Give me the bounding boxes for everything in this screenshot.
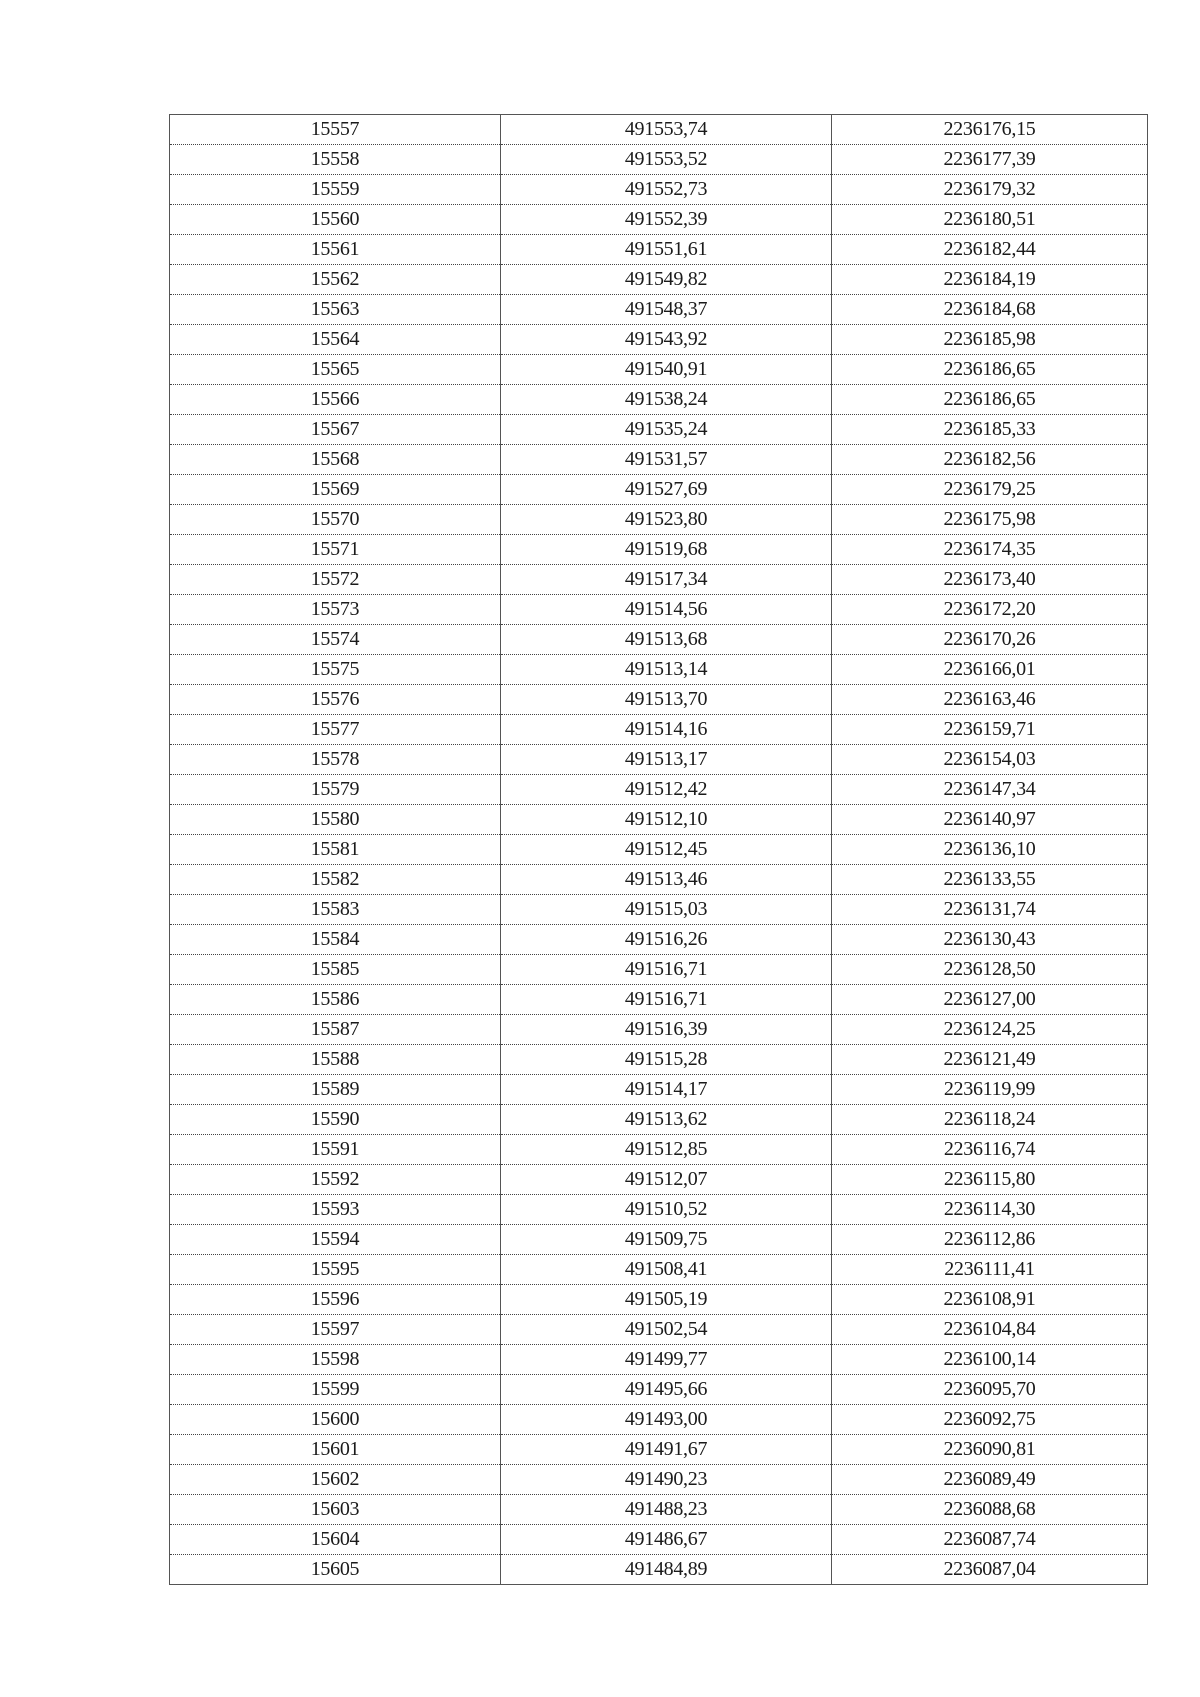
- x-coordinate-cell: 491512,42: [501, 775, 832, 805]
- point-number-cell: 15602: [170, 1465, 501, 1495]
- x-coordinate-cell: 491512,85: [501, 1135, 832, 1165]
- point-number-cell: 15577: [170, 715, 501, 745]
- point-number-cell: 15604: [170, 1525, 501, 1555]
- x-coordinate-cell: 491509,75: [501, 1225, 832, 1255]
- y-coordinate-cell: 2236163,46: [832, 685, 1148, 715]
- x-coordinate-cell: 491553,52: [501, 145, 832, 175]
- y-coordinate-cell: 2236182,44: [832, 235, 1148, 265]
- y-coordinate-cell: 2236186,65: [832, 385, 1148, 415]
- y-coordinate-cell: 2236173,40: [832, 565, 1148, 595]
- x-coordinate-cell: 491523,80: [501, 505, 832, 535]
- y-coordinate-cell: 2236166,01: [832, 655, 1148, 685]
- point-number-cell: 15574: [170, 625, 501, 655]
- table-row: [170, 775, 1148, 805]
- table-row: [170, 175, 1148, 205]
- x-coordinate-cell: 491502,54: [501, 1315, 832, 1345]
- x-coordinate-cell: 491513,70: [501, 685, 832, 715]
- y-coordinate-cell: 2236176,15: [832, 115, 1148, 145]
- x-coordinate-cell: 491553,74: [501, 115, 832, 145]
- point-number-cell: 15582: [170, 865, 501, 895]
- table-row: [170, 1165, 1148, 1195]
- x-coordinate-cell: 491513,62: [501, 1105, 832, 1135]
- point-number-cell: 15600: [170, 1405, 501, 1435]
- x-coordinate-cell: 491491,67: [501, 1435, 832, 1465]
- y-coordinate-cell: 2236179,32: [832, 175, 1148, 205]
- x-coordinate-cell: 491505,19: [501, 1285, 832, 1315]
- point-number-cell: 15579: [170, 775, 501, 805]
- point-number-cell: 15588: [170, 1045, 501, 1075]
- point-number-cell: 15570: [170, 505, 501, 535]
- point-number-cell: 15596: [170, 1285, 501, 1315]
- table-row: [170, 1285, 1148, 1315]
- table-row: [170, 325, 1148, 355]
- y-coordinate-cell: 2236170,26: [832, 625, 1148, 655]
- point-number-cell: 15563: [170, 295, 501, 325]
- table-row: [170, 1555, 1148, 1585]
- table-row: [170, 1405, 1148, 1435]
- table-row: [170, 955, 1148, 985]
- point-number-cell: 15559: [170, 175, 501, 205]
- point-number-cell: 15569: [170, 475, 501, 505]
- y-coordinate-cell: 2236112,86: [832, 1225, 1148, 1255]
- x-coordinate-cell: 491538,24: [501, 385, 832, 415]
- point-number-cell: 15572: [170, 565, 501, 595]
- y-coordinate-cell: 2236127,00: [832, 985, 1148, 1015]
- point-number-cell: 15594: [170, 1225, 501, 1255]
- point-number-cell: 15571: [170, 535, 501, 565]
- y-coordinate-cell: 2236133,55: [832, 865, 1148, 895]
- table-row: [170, 1495, 1148, 1525]
- y-coordinate-cell: 2236180,51: [832, 205, 1148, 235]
- table-row: [170, 1135, 1148, 1165]
- point-number-cell: 15561: [170, 235, 501, 265]
- y-coordinate-cell: 2236185,33: [832, 415, 1148, 445]
- y-coordinate-cell: 2236186,65: [832, 355, 1148, 385]
- y-coordinate-cell: 2236111,41: [832, 1255, 1148, 1285]
- table-row: [170, 1255, 1148, 1285]
- table-row: [170, 1015, 1148, 1045]
- y-coordinate-cell: 2236090,81: [832, 1435, 1148, 1465]
- x-coordinate-cell: 491499,77: [501, 1345, 832, 1375]
- table-row: [170, 145, 1148, 175]
- y-coordinate-cell: 2236115,80: [832, 1165, 1148, 1195]
- point-number-cell: 15595: [170, 1255, 501, 1285]
- table-row: [170, 655, 1148, 685]
- point-number-cell: 15565: [170, 355, 501, 385]
- table-row: [170, 925, 1148, 955]
- x-coordinate-cell: 491486,67: [501, 1525, 832, 1555]
- point-number-cell: 15567: [170, 415, 501, 445]
- table-row: [170, 295, 1148, 325]
- y-coordinate-cell: 2236159,71: [832, 715, 1148, 745]
- x-coordinate-cell: 491551,61: [501, 235, 832, 265]
- y-coordinate-cell: 2236092,75: [832, 1405, 1148, 1435]
- point-number-cell: 15562: [170, 265, 501, 295]
- table-row: [170, 385, 1148, 415]
- coordinates-table: [169, 114, 1148, 1585]
- point-number-cell: 15592: [170, 1165, 501, 1195]
- y-coordinate-cell: 2236121,49: [832, 1045, 1148, 1075]
- table-row: [170, 745, 1148, 775]
- x-coordinate-cell: 491513,17: [501, 745, 832, 775]
- table-row: [170, 1315, 1148, 1345]
- table-row: [170, 115, 1148, 145]
- y-coordinate-cell: 2236128,50: [832, 955, 1148, 985]
- x-coordinate-cell: 491512,07: [501, 1165, 832, 1195]
- x-coordinate-cell: 491510,52: [501, 1195, 832, 1225]
- table-row: [170, 205, 1148, 235]
- y-coordinate-cell: 2236108,91: [832, 1285, 1148, 1315]
- y-coordinate-cell: 2236130,43: [832, 925, 1148, 955]
- point-number-cell: 15597: [170, 1315, 501, 1345]
- point-number-cell: 15587: [170, 1015, 501, 1045]
- table-row: [170, 805, 1148, 835]
- y-coordinate-cell: 2236182,56: [832, 445, 1148, 475]
- table-row: [170, 1435, 1148, 1465]
- table-row: [170, 565, 1148, 595]
- y-coordinate-cell: 2236177,39: [832, 145, 1148, 175]
- x-coordinate-cell: 491513,46: [501, 865, 832, 895]
- x-coordinate-cell: 491516,71: [501, 955, 832, 985]
- y-coordinate-cell: 2236147,34: [832, 775, 1148, 805]
- x-coordinate-cell: 491515,03: [501, 895, 832, 925]
- table-row: [170, 835, 1148, 865]
- x-coordinate-cell: 491548,37: [501, 295, 832, 325]
- x-coordinate-cell: 491514,16: [501, 715, 832, 745]
- x-coordinate-cell: 491508,41: [501, 1255, 832, 1285]
- table-row: [170, 1105, 1148, 1135]
- point-number-cell: 15598: [170, 1345, 501, 1375]
- point-number-cell: 15605: [170, 1555, 501, 1585]
- point-number-cell: 15568: [170, 445, 501, 475]
- point-number-cell: 15573: [170, 595, 501, 625]
- x-coordinate-cell: 491552,39: [501, 205, 832, 235]
- point-number-cell: 15584: [170, 925, 501, 955]
- table-row: [170, 1345, 1148, 1375]
- point-number-cell: 15564: [170, 325, 501, 355]
- x-coordinate-cell: 491513,14: [501, 655, 832, 685]
- y-coordinate-cell: 2236087,74: [832, 1525, 1148, 1555]
- x-coordinate-cell: 491517,34: [501, 565, 832, 595]
- y-coordinate-cell: 2236179,25: [832, 475, 1148, 505]
- table-row: [170, 265, 1148, 295]
- x-coordinate-cell: 491512,10: [501, 805, 832, 835]
- x-coordinate-cell: 491531,57: [501, 445, 832, 475]
- table-row: [170, 355, 1148, 385]
- point-number-cell: 15599: [170, 1375, 501, 1405]
- point-number-cell: 15585: [170, 955, 501, 985]
- table-row: [170, 1045, 1148, 1075]
- x-coordinate-cell: 491540,91: [501, 355, 832, 385]
- point-number-cell: 15601: [170, 1435, 501, 1465]
- table-row: [170, 685, 1148, 715]
- x-coordinate-cell: 491549,82: [501, 265, 832, 295]
- table-row: [170, 865, 1148, 895]
- x-coordinate-cell: 491484,89: [501, 1555, 832, 1585]
- x-coordinate-cell: 491490,23: [501, 1465, 832, 1495]
- point-number-cell: 15589: [170, 1075, 501, 1105]
- x-coordinate-cell: 491543,92: [501, 325, 832, 355]
- table-row: [170, 1075, 1148, 1105]
- point-number-cell: 15581: [170, 835, 501, 865]
- y-coordinate-cell: 2236088,68: [832, 1495, 1148, 1525]
- x-coordinate-cell: 491515,28: [501, 1045, 832, 1075]
- table-row: [170, 415, 1148, 445]
- y-coordinate-cell: 2236119,99: [832, 1075, 1148, 1105]
- point-number-cell: 15586: [170, 985, 501, 1015]
- table-row: [170, 1195, 1148, 1225]
- table-row: [170, 445, 1148, 475]
- y-coordinate-cell: 2236154,03: [832, 745, 1148, 775]
- y-coordinate-cell: 2236184,68: [832, 295, 1148, 325]
- coordinates-table-body: [170, 115, 1148, 1585]
- y-coordinate-cell: 2236184,19: [832, 265, 1148, 295]
- table-row: [170, 1525, 1148, 1555]
- x-coordinate-cell: 491512,45: [501, 835, 832, 865]
- x-coordinate-cell: 491493,00: [501, 1405, 832, 1435]
- point-number-cell: 15575: [170, 655, 501, 685]
- table-row: [170, 475, 1148, 505]
- point-number-cell: 15576: [170, 685, 501, 715]
- point-number-cell: 15557: [170, 115, 501, 145]
- y-coordinate-cell: 2236185,98: [832, 325, 1148, 355]
- y-coordinate-cell: 2236118,24: [832, 1105, 1148, 1135]
- y-coordinate-cell: 2236114,30: [832, 1195, 1148, 1225]
- y-coordinate-cell: 2236087,04: [832, 1555, 1148, 1585]
- table-row: [170, 535, 1148, 565]
- point-number-cell: 15558: [170, 145, 501, 175]
- y-coordinate-cell: 2236116,74: [832, 1135, 1148, 1165]
- table-row: [170, 1225, 1148, 1255]
- point-number-cell: 15560: [170, 205, 501, 235]
- point-number-cell: 15591: [170, 1135, 501, 1165]
- y-coordinate-cell: 2236100,14: [832, 1345, 1148, 1375]
- x-coordinate-cell: 491516,39: [501, 1015, 832, 1045]
- table-row: [170, 895, 1148, 925]
- point-number-cell: 15578: [170, 745, 501, 775]
- y-coordinate-cell: 2236131,74: [832, 895, 1148, 925]
- y-coordinate-cell: 2236172,20: [832, 595, 1148, 625]
- point-number-cell: 15603: [170, 1495, 501, 1525]
- x-coordinate-cell: 491488,23: [501, 1495, 832, 1525]
- x-coordinate-cell: 491514,56: [501, 595, 832, 625]
- y-coordinate-cell: 2236140,97: [832, 805, 1148, 835]
- y-coordinate-cell: 2236175,98: [832, 505, 1148, 535]
- table-row: [170, 505, 1148, 535]
- point-number-cell: 15590: [170, 1105, 501, 1135]
- y-coordinate-cell: 2236136,10: [832, 835, 1148, 865]
- table-row: [170, 1465, 1148, 1495]
- point-number-cell: 15580: [170, 805, 501, 835]
- x-coordinate-cell: 491514,17: [501, 1075, 832, 1105]
- y-coordinate-cell: 2236124,25: [832, 1015, 1148, 1045]
- y-coordinate-cell: 2236095,70: [832, 1375, 1148, 1405]
- y-coordinate-cell: 2236104,84: [832, 1315, 1148, 1345]
- x-coordinate-cell: 491516,26: [501, 925, 832, 955]
- table-row: [170, 985, 1148, 1015]
- table-row: [170, 595, 1148, 625]
- point-number-cell: 15583: [170, 895, 501, 925]
- x-coordinate-cell: 491552,73: [501, 175, 832, 205]
- x-coordinate-cell: 491495,66: [501, 1375, 832, 1405]
- table-row: [170, 625, 1148, 655]
- table-row: [170, 1375, 1148, 1405]
- x-coordinate-cell: 491527,69: [501, 475, 832, 505]
- point-number-cell: 15593: [170, 1195, 501, 1225]
- x-coordinate-cell: 491535,24: [501, 415, 832, 445]
- x-coordinate-cell: 491513,68: [501, 625, 832, 655]
- x-coordinate-cell: 491519,68: [501, 535, 832, 565]
- y-coordinate-cell: 2236089,49: [832, 1465, 1148, 1495]
- point-number-cell: 15566: [170, 385, 501, 415]
- y-coordinate-cell: 2236174,35: [832, 535, 1148, 565]
- x-coordinate-cell: 491516,71: [501, 985, 832, 1015]
- table-row: [170, 235, 1148, 265]
- table-row: [170, 715, 1148, 745]
